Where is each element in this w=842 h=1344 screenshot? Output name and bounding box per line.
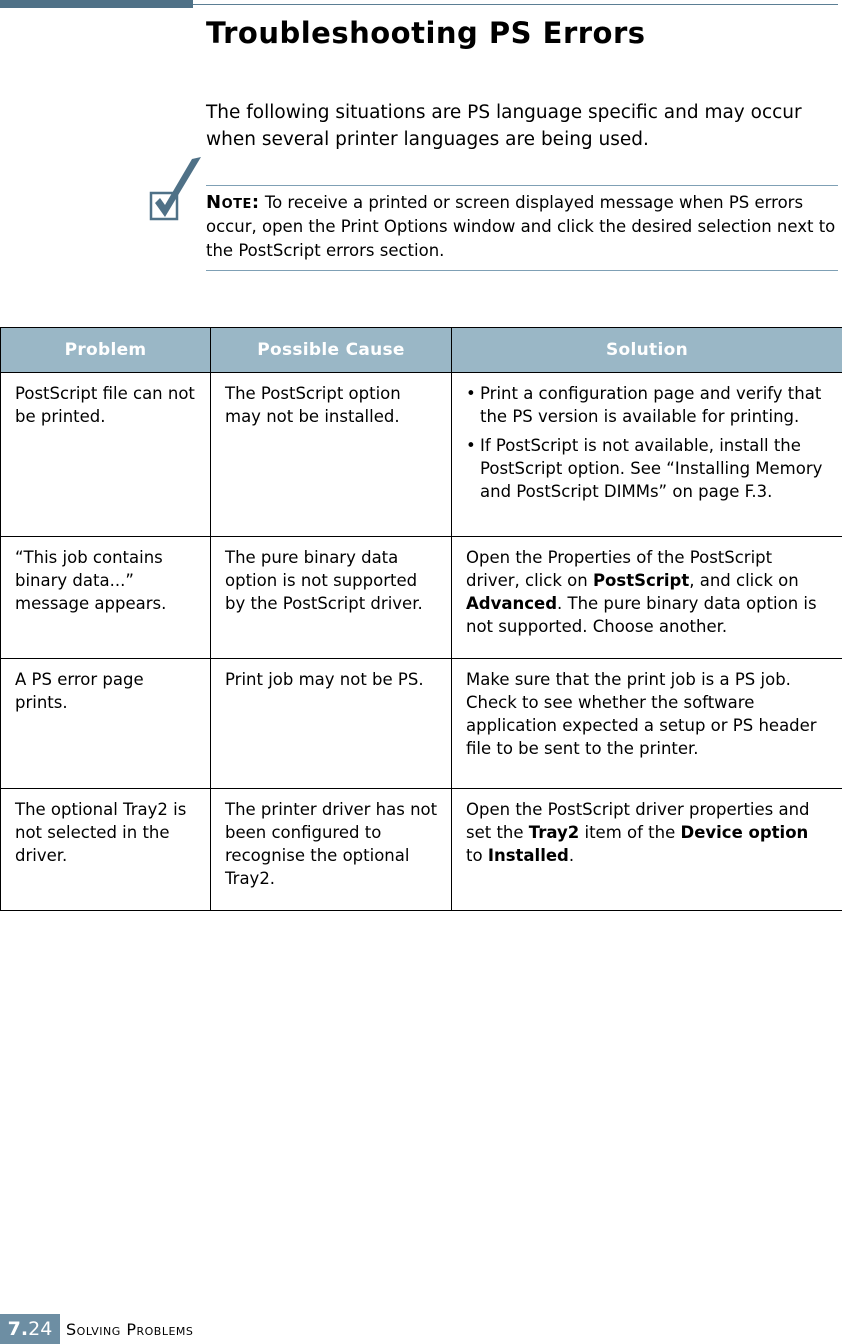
page-number-badge [0, 1314, 60, 1344]
table-row [1, 373, 842, 537]
solution-keyword: Tray2 [528, 823, 580, 842]
page-number: 24 [28, 1318, 53, 1340]
solution-cell [452, 789, 842, 911]
solution-bullet: • Print a configuration page and verify that the PS version is available for printing. [466, 382, 830, 428]
header-problem: Problem [1, 328, 211, 373]
intro-paragraph: The following situations are PS language specific and may occur when several printer languages are being used. [206, 102, 802, 150]
solution-cell: Make sure that the print job is a PS job. Check to see whether the software application expected a setup or PS header file to be sent to the printer. [452, 659, 842, 789]
ps-errors-table [0, 327, 842, 911]
note-label: Note: [206, 192, 260, 213]
solution-cell [452, 373, 842, 537]
header-solution: Solution [452, 328, 842, 373]
note-body: To receive a printed or screen displayed message when PS errors occur, open the Print Options window and click the desired selection next to the PostScript errors section. [206, 193, 836, 260]
solution-text: Open the PostScript driver properties and set the [466, 800, 810, 842]
solution-text: to [466, 846, 488, 865]
note-bottom-rule [206, 270, 838, 271]
checkbox-note-icon [148, 155, 204, 223]
solution-keyword: Device option [680, 823, 809, 842]
header-accent-bar [0, 0, 193, 8]
table-header-row [1, 328, 842, 373]
cause-cell: The pure binary data option is not supported by the PostScript driver. [211, 537, 452, 659]
problem-cell: A PS error page prints. [1, 659, 211, 789]
page-title: Troubleshooting PS Errors [206, 16, 646, 50]
solution-text: item of the [579, 823, 681, 842]
problem-cell: The optional Tray2 is not selected in the driver. [1, 789, 211, 911]
chapter-number: 7. [7, 1318, 29, 1340]
solution-text: . The pure binary data option is not supported. Choose another. [466, 594, 817, 636]
cause-cell: Print job may not be PS. [211, 659, 452, 789]
solution-text: Open the Properties of the PostScript driver, click on [466, 548, 773, 590]
header-possible-cause: Possible Cause [211, 328, 452, 373]
solution-text: , and click on [689, 571, 799, 590]
note-text [206, 191, 838, 263]
table-row [1, 659, 842, 789]
table-row [1, 789, 842, 911]
solution-keyword: PostScript [592, 571, 690, 590]
table-row [1, 537, 842, 659]
solution-text: . [568, 846, 575, 865]
problem-cell: “This job contains binary data...” message appears. [1, 537, 211, 659]
solution-keyword: Advanced [466, 594, 557, 613]
cause-cell: The PostScript option may not be installed. [211, 373, 452, 537]
solution-bullet-list [466, 382, 830, 503]
header-rule [193, 4, 838, 5]
solution-cell [452, 537, 842, 659]
section-name: Solving Problems [66, 1320, 194, 1339]
note-top-rule [206, 185, 838, 186]
cause-cell: The printer driver has not been configured to recognise the optional Tray2. [211, 789, 452, 911]
problem-cell: PostScript file can not be printed. [1, 373, 211, 537]
solution-bullet: • If PostScript is not available, install the PostScript option. See “Installing Memory and PostScript DIMMs” on page F.3. [466, 434, 830, 503]
solution-keyword: Installed [487, 846, 569, 865]
